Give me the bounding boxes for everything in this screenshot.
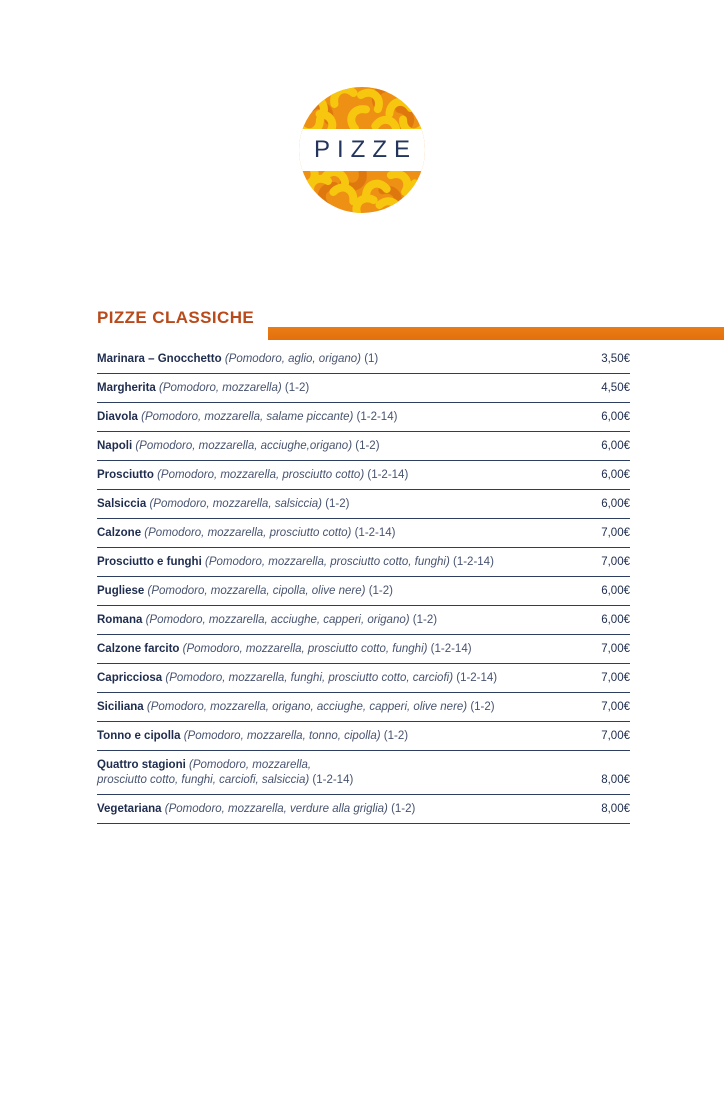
menu-item-text [97, 700, 601, 715]
menu-item-text [97, 758, 601, 788]
menu-item-row [97, 432, 630, 461]
menu-item-allergens: (1-2-14) [309, 774, 354, 786]
menu-item-row [97, 345, 630, 374]
menu-item-name: Diavola [97, 411, 138, 423]
menu-item-price: 7,00€ [601, 556, 630, 568]
menu-item-allergens: (1-2) [391, 803, 416, 815]
menu-item-name: Napoli [97, 440, 133, 452]
menu-item-allergens: (1-2-14) [453, 556, 494, 568]
menu-item-allergens: (1-2-14) [356, 411, 398, 423]
menu-item-description: (Pomodoro, mozzarella, verdure alla griglia) [164, 803, 388, 815]
menu-item-name: Prosciutto [97, 469, 154, 481]
menu-item-price: 6,00€ [601, 585, 630, 597]
menu-item-text [97, 729, 601, 744]
menu-item-row [97, 606, 630, 635]
menu-item-row [97, 693, 630, 722]
menu-item-name: Marinara – Gnocchetto [97, 353, 222, 365]
menu-item-name: Pugliese [97, 585, 145, 597]
menu-item-description: (Pomodoro, mozzarella, cipolla, olive nere) [147, 585, 366, 597]
menu-item-name: Capricciosa [97, 672, 163, 684]
menu-item-description: (Pomodoro, mozzarella, acciughe,origano) [135, 440, 353, 452]
menu-item-row [97, 635, 630, 664]
menu-item-allergens: (1-2) [470, 701, 495, 713]
menu-item-price: 7,00€ [601, 643, 630, 655]
menu-item-allergens: (1-2-14) [367, 469, 409, 481]
menu-item-row [97, 519, 630, 548]
menu-item-name: Siciliana [97, 701, 144, 713]
menu-item-description: (Pomodoro, mozzarella, origano, acciughe, capperi, olive nere) [146, 701, 468, 713]
menu-item-text [97, 555, 601, 570]
menu-item-row [97, 664, 630, 693]
menu-item-text [97, 439, 601, 454]
menu-item-allergens: (1-2) [325, 498, 350, 510]
menu-item-text [97, 642, 601, 657]
menu-item-price: 7,00€ [601, 527, 630, 539]
menu-item-text [97, 584, 601, 599]
menu-item-name: Quattro stagioni [97, 759, 186, 771]
menu-item-text [97, 410, 601, 425]
menu-item-price: 4,50€ [601, 382, 630, 394]
menu-item-description: (Pomodoro, mozzarella, funghi, prosciutto cotto, carciofi) [165, 672, 454, 684]
menu-item-row [97, 577, 630, 606]
menu-item-description: (Pomodoro, mozzarella, prosciutto cotto, funghi) [182, 643, 428, 655]
menu-item-price: 7,00€ [601, 701, 630, 713]
menu-item-text [97, 352, 601, 367]
menu-item-allergens: (1-2) [355, 440, 380, 452]
menu-item-price: 6,00€ [601, 411, 630, 423]
section-title: PIZZE CLASSICHE [97, 308, 255, 327]
menu-item-description: (Pomodoro, mozzarella, acciughe, capperi, origano) [145, 614, 410, 626]
menu-item-price: 6,00€ [601, 614, 630, 626]
menu-item-row [97, 722, 630, 751]
menu-item-row [97, 548, 630, 577]
menu-item-price: 7,00€ [601, 672, 630, 684]
menu-item-name: Prosciutto e funghi [97, 556, 202, 568]
menu-item-description: (Pomodoro, mozzarella, prosciutto cotto) [157, 469, 365, 481]
menu-item-text [97, 497, 601, 512]
menu-item-text [97, 526, 601, 541]
menu-item-description: (Pomodoro, mozzarella, prosciutto cotto, funghi) [204, 556, 450, 568]
menu-item-allergens: (1) [364, 353, 379, 365]
menu-item-allergens: (1-2) [284, 382, 310, 394]
menu-item-description: (Pomodoro, mozzarella, prosciutto cotto) [144, 527, 352, 539]
restaurant-logo [297, 85, 427, 215]
menu-item-row [97, 461, 630, 490]
menu-item-name: Romana [97, 614, 143, 626]
menu-item-description: (Pomodoro, mozzarella, tonno, cipolla) [183, 730, 381, 742]
menu-item-price: 8,00€ [601, 774, 630, 786]
menu-item-allergens: (1-2-14) [354, 527, 396, 539]
menu-item-allergens: (1-2-14) [430, 643, 472, 655]
section-accent-bar [268, 327, 724, 340]
menu-item-text [97, 613, 601, 628]
menu-item-row [97, 795, 630, 824]
menu-item-row [97, 403, 630, 432]
menu-item-name: Tonno e cipolla [97, 730, 181, 742]
menu-item-allergens: (1-2-14) [456, 672, 498, 684]
logo-wordmark: PIZZE [313, 136, 417, 163]
menu-item-text [97, 381, 601, 396]
menu-item-allergens: (1-2) [368, 585, 393, 597]
menu-item-price: 6,00€ [601, 440, 630, 452]
menu-item-name: Margherita [97, 382, 156, 394]
menu-item-name: Calzone [97, 527, 142, 539]
menu-item-text [97, 802, 601, 817]
menu-item-name: Calzone farcito [97, 643, 180, 655]
menu-item-price: 6,00€ [601, 469, 630, 481]
menu-item-description: (Pomodoro, mozzarella, [189, 759, 312, 771]
menu-item-name: Salsiccia [97, 498, 147, 510]
menu-item-row [97, 374, 630, 403]
menu-item-description: (Pomodoro, mozzarella, salsiccia) [149, 498, 322, 510]
menu-item-name: Vegetariana [97, 803, 162, 815]
menu-item-row [97, 751, 630, 795]
menu-item-description: (Pomodoro, aglio, origano) [224, 353, 361, 365]
menu-item-text [97, 671, 601, 686]
menu-item-allergens: (1-2) [383, 730, 409, 742]
menu-item-row [97, 490, 630, 519]
menu-item-allergens: (1-2) [412, 614, 438, 626]
menu-item-text [97, 468, 601, 483]
menu-item-price: 8,00€ [601, 803, 630, 815]
menu-item-price: 6,00€ [601, 498, 630, 510]
menu-item-price: 3,50€ [601, 353, 630, 365]
menu-item-description: (Pomodoro, mozzarella) [159, 382, 282, 394]
menu-item-price: 7,00€ [601, 730, 630, 742]
section-header [97, 307, 724, 329]
menu-item-description-line2: prosciutto cotto, funghi, carciofi, salsiccia) [97, 774, 310, 786]
menu-list [97, 345, 630, 824]
menu-item-description: (Pomodoro, mozzarella, salame piccante) [141, 411, 354, 423]
menu-page [0, 85, 724, 1109]
